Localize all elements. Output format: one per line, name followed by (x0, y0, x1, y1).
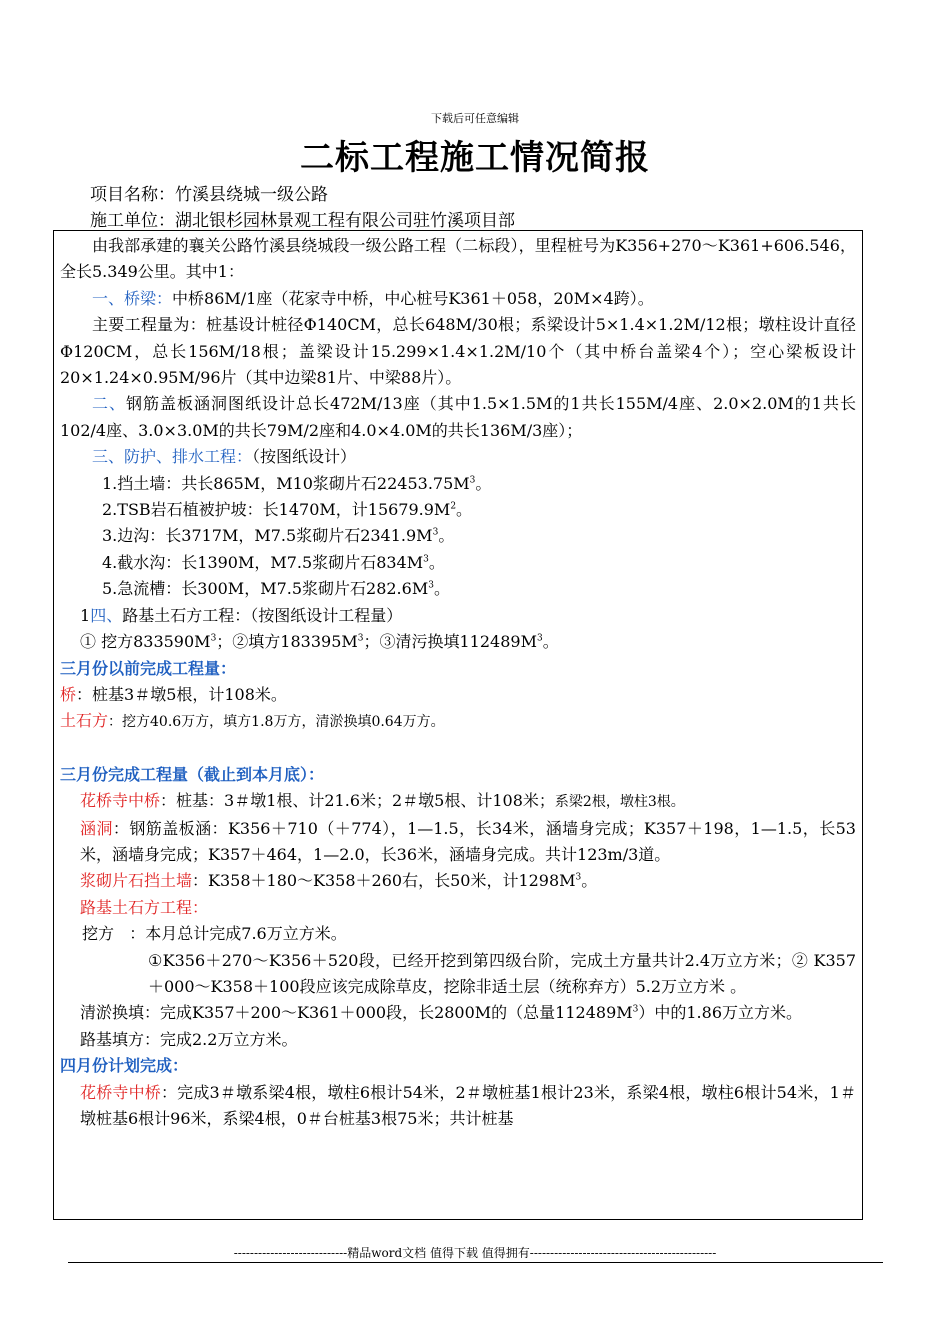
march-clean: 清淤换填：完成K357＋200～K361＋000段，长2800M的（总量$112489M^3$）中的1.86万立方米。 (80, 1003, 803, 1023)
section-protection (60, 444, 856, 470)
section-culvert-text: 钢筋盖板涵洞图纸设计总长472M/13座（其中1.5×1.5M的1共长155M/4座、2.0×2.0M的1共长102/4座、3.0×3.0M的共长79M/2座和4.0×4.0M的共长136M/3座）； (60, 394, 856, 440)
section-bridge-text: 中桥86M/1座（花家寺中桥，中心桩号K361＋058，20M×4跨）。 (172, 288, 654, 308)
section-earthwork-heading: 四、 (90, 605, 123, 625)
download-note: 下载后可任意编辑 (431, 112, 519, 125)
section-protection-heading: 三、防护、排水工程： (92, 447, 253, 467)
march-culvert: 涵洞：钢筋盖板涵：K356＋710（＋774），1—1.5，长34米，涵墙身完成；K357＋198，1—1.5，长53米，涵墙身完成；K357＋464，1—2.0，长36米，涵墙身完成。共计123m/3道。 (80, 818, 856, 864)
page-title: 二标工程施工情况简报 (300, 138, 650, 178)
footer-text: ----------------------------精品word文档 值得下载 值得拥有---------------------------------------------- (233, 1246, 717, 1260)
march-dig: 挖方 ：本月总计完成7.6万立方米。 (82, 924, 347, 944)
report-body (53, 230, 863, 1220)
footer-divider (68, 1262, 883, 1263)
section-earthwork: 1四、路基土石方工程：（按图纸设计工程量） (80, 605, 403, 625)
list-item: 5.急流槽：长300M，M7.5浆砌片石$282.6M^3$。 (102, 579, 450, 599)
list-item: 3.边沟：长3717M，M7.5浆砌片石$2341.9M^3$。 (102, 526, 455, 546)
intro-paragraph: 由我部承建的襄关公路竹溪县绕城段一级公路工程（二标段），里程桩号为K356+270～K361+606.546，全长5.349公里。其中1： (60, 236, 856, 282)
april-bridge: 花桥寺中桥：完成3＃墩系梁4根，墩柱6根计54米，2＃墩桩基1根计23米，系梁4根，墩柱6根计54米，1＃墩桩基6根计96米，系梁4根，0＃台桩基3根75米；共计桩基 (80, 1082, 856, 1128)
march-before-heading: 三月份以前完成工程量： (60, 658, 237, 678)
section-culvert-heading: 二、 (92, 394, 127, 414)
spacer (60, 736, 856, 762)
construction-unit: 施工单位：湖北银杉园林景观工程有限公司驻竹溪项目部 (90, 211, 515, 231)
section-bridge (60, 286, 856, 312)
list-item: 4.截水沟：长1390M，M7.5浆砌片石$834M^3$。 (102, 552, 445, 572)
section-culvert (60, 391, 856, 444)
section-bridge-detail: 主要工程量为：桩基设计桩径Φ140CM，总长648M/30根；系梁设计5×1.4×1.2M/12根；墩柱设计直径Φ120CM，总长156M/18根；盖梁设计15.299×1.4×1.2M/10个（其中桥台盖梁4个）；空心梁板设计20×1.24×0.95M/96片（其中边梁81片、中梁88片）。 (60, 315, 856, 388)
march-heading: 三月份完成工程量（截止到本月底）： (60, 764, 325, 784)
march-before-earth: 土石方：挖方40.6万方，填方1.8万方，清淤换填0.64万方。 (60, 711, 445, 731)
march-wall: 浆砌片石挡土墙：K358＋180～K358＋260右，长50米，计$1298M^3$。 (80, 871, 598, 891)
april-heading: 四月份计划完成： (60, 1056, 189, 1076)
earthwork-quantities: ① 挖方$833590M^3$；②填方$183395M^3$；③清污换填$112489M^3$。 (80, 632, 559, 652)
project-name: 项目名称：竹溪县绕城一级公路 (90, 185, 328, 205)
list-item: 1.挡土墙：共长865M，M10浆砌片石$22453.75M^3$。 (102, 473, 492, 493)
section-bridge-heading: 一、桥梁： (92, 288, 173, 308)
march-dig-detail: ①K356＋270～K356＋520段，已经开挖到第四级台阶，完成土方量共计2.4万立方米；② K357＋000～K358＋100段应该完成除草皮，挖除非适土层（统称弃方）5.2万立方米 。 (148, 950, 856, 996)
list-item: 2.TSB岩石植被护坡：长1470M，计$15679.9M^2$。 (102, 500, 473, 520)
march-bridge: 花桥寺中桥：桩基：3＃墩1根、计21.6米；2＃墩5根、计108米；系梁2根，墩柱3根。 (80, 791, 685, 811)
march-earth-heading: 路基土石方工程： (80, 897, 209, 917)
march-before-bridge: 桥：桩基3＃墩5根，计108米。 (60, 684, 287, 704)
march-fill: 路基填方：完成2.2万立方米。 (80, 1029, 298, 1049)
section-protection-note: （按图纸设计） (252, 447, 357, 467)
